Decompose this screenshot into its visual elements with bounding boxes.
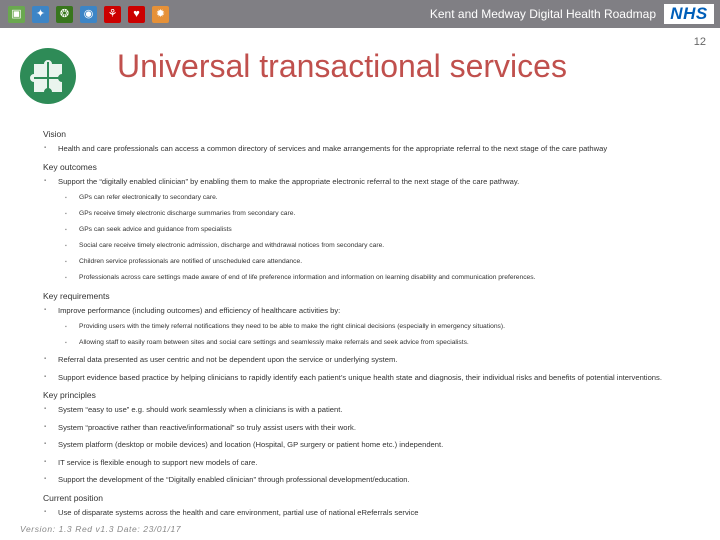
outcome-item: ▪ Children service professionals are notified of unscheduled care attendance. [79,258,713,267]
outcome-item: ▪ GPs can seek advice and guidance from specialists [79,226,713,235]
outcome-item: ▪ GPs can refer electronically to secondary care. [79,194,713,203]
current-position-item: ▪ Use of disparate systems across the health and care environment, partial use of national eReferrals service [58,508,713,518]
header-bar [0,0,720,28]
current-position-heading: Current position [43,492,104,503]
page-title: Universal transactional services [117,48,567,84]
cog-icon: ✹ [152,6,169,23]
outcomes-heading: Key outcomes [43,161,97,172]
heart-icon: ♥ [128,6,145,23]
roadmap-title: Kent and Medway Digital Health Roadmap [429,7,656,21]
puzzle-icon [20,48,76,104]
vision-item: ▪ Health and care professionals can access a common directory of services and make arrangements for the appropriate referral to the next stage of the care pathway [58,144,713,154]
outcome-item: ▪ Professionals across care settings made aware of end of life preference information and information on learning disability and communication preferences. [79,274,713,283]
principle-item: ▪ IT service is flexible enough to support new models of care. [58,458,713,468]
content [43,126,713,525]
chart-icon: ▣ [8,6,25,23]
principle-item: ▪ Support the development of the “Digitally enabled clinician” through professional development/education. [58,475,713,485]
requirement-item: ▪ Support evidence based practice by helping clinicians to rapidly identify each patient’s unique health state and diagnosis, their individual risks and benefits of potential interventions. [58,373,713,383]
vision-heading: Vision [43,129,66,139]
person-icon: ⚘ [104,6,121,23]
principle-item: ▪ System “easy to use” e.g. should work seamlessly when a clinicians is with a patient. [58,405,713,415]
theme-icon-strip [8,6,169,23]
requirement-item: ▪ Improve performance (including outcomes) and efficiency of healthcare activities by: [58,306,713,316]
jigsaw-icon: ✦ [32,6,49,23]
principles-heading: Key principles [43,390,96,401]
requirement-subitem: ▪ Allowing staff to easily roam between sites and social care settings and seamlessly make referrals and seek advice from specialists. [79,339,713,348]
page-number: 12 [693,36,706,48]
version-footer: Version: 1.3 Red v1.3 Date: 23/01/17 [20,524,182,534]
requirement-subitem: ▪ Providing users with the timely referral notifications they need to be able to make the right clinical decisions (especially in emergency situations). [79,323,713,332]
network-icon: ❂ [56,6,73,23]
principle-item: ▪ System platform (desktop or mobile devices) and location (Hospital, GP surgery or patient home etc.) independent. [58,440,713,450]
requirements-heading: Key requirements [43,290,110,301]
outcome-item: ▪ Social care receive timely electronic admission, discharge and withdrawal notices from secondary care. [79,242,713,251]
outcome-main: ▪ Support the “digitally enabled clinician” by enabling them to make the appropriate electronic referral to the next stage of the care pathway. [58,177,713,187]
requirement-item: ▪ Referral data presented as user centric and not be dependent upon the service or underlying system. [58,355,713,365]
outcome-item: ▪ GPs receive timely electronic discharge summaries from secondary care. [79,210,713,219]
nhs-logo: NHS [664,4,714,24]
principle-item: ▪ System “proactive rather than reactive/informational” so truly assist users with their work. [58,423,713,433]
eye-icon: ◉ [80,6,97,23]
